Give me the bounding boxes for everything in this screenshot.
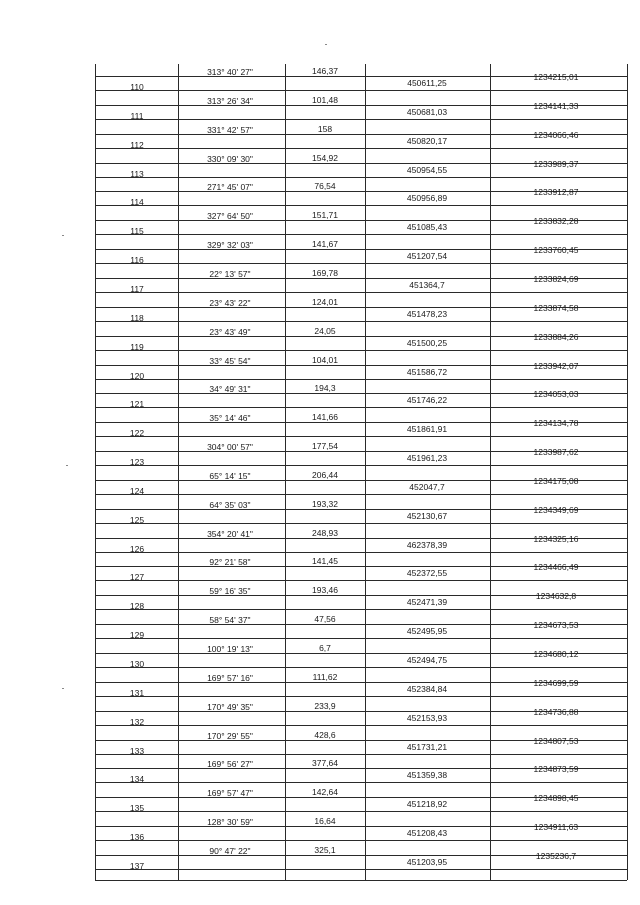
coordinate-x: 451478,23 [406, 308, 448, 319]
coordinate-y: 1234134,78 [533, 418, 579, 429]
coordinate-x: 452372,55 [406, 568, 448, 579]
coordinate-y: 1234736,88 [533, 706, 579, 717]
segment-distance: 193,32 [312, 498, 338, 509]
bearing-angle: 22° 13' 57" [209, 268, 251, 279]
segment-distance: 142,64 [312, 787, 338, 798]
column-border [490, 64, 491, 880]
segment-distance: 24,05 [314, 325, 336, 336]
coordinate-y: 1234673,53 [533, 620, 579, 631]
column-border [95, 64, 96, 880]
coordinate-y: 1234632,8 [535, 591, 577, 602]
bearing-angle: 313° 40' 27" [207, 67, 253, 77]
row-border-lower [95, 292, 627, 293]
row-border-lower [95, 119, 627, 120]
row-border-lower [95, 234, 627, 235]
point-number: 131 [129, 687, 145, 698]
coordinate-y: 1234699,59 [533, 677, 579, 688]
row-border-lower [95, 869, 627, 870]
row-border-lower [95, 350, 627, 351]
bearing-angle: 330° 09' 30" [207, 153, 253, 164]
point-number: 119 [130, 341, 144, 352]
coordinate-y: 1233760,45 [533, 245, 579, 256]
point-number: 114 [130, 197, 144, 208]
row-border-lower [95, 494, 627, 495]
bearing-angle: 128° 30' 59" [207, 817, 253, 828]
coordinate-x: 451731,21 [406, 741, 448, 752]
point-number: 115 [130, 226, 144, 237]
row-border-lower [95, 696, 627, 697]
coordinate-x: 452494,75 [406, 655, 448, 665]
bearing-angle: 58° 54' 37" [209, 615, 251, 626]
point-number: 127 [129, 572, 145, 583]
bearing-angle: 313° 26' 34" [207, 95, 253, 106]
point-number: 117 [130, 283, 144, 294]
point-number: 121 [129, 399, 145, 410]
point-number: 123 [129, 457, 145, 468]
coordinate-x: 450611,25 [407, 78, 447, 88]
coordinate-x: 451208,43 [406, 828, 448, 839]
point-number: 135 [129, 803, 145, 814]
coordinate-y: 1235236,7 [535, 850, 577, 861]
coordinate-y: 1234349,69 [533, 504, 579, 515]
segment-distance: 325,1 [314, 844, 336, 855]
coordinate-y: 1234873,59 [533, 764, 579, 775]
row-border-lower [95, 609, 627, 610]
segment-distance: 146,37 [312, 66, 338, 76]
row-border-lower [95, 177, 627, 178]
scan-speck [325, 44, 327, 45]
coordinate-y: 1234898,45 [533, 793, 579, 804]
bearing-angle: 23° 43' 49" [209, 326, 251, 337]
coordinate-y: 1234466,49 [533, 562, 579, 573]
point-number: 132 [129, 716, 145, 727]
segment-distance: 158 [317, 123, 333, 134]
coordinate-x: 451085,43 [406, 222, 448, 233]
row-border-lower [95, 465, 627, 466]
coordinate-x: 462378,39 [406, 539, 448, 550]
segment-distance: 428,6 [314, 729, 336, 740]
coordinate-x: 451218,92 [406, 799, 448, 810]
row-border-lower [95, 205, 627, 206]
column-border [285, 64, 286, 880]
row-border-lower [95, 811, 627, 812]
scan-speck [62, 235, 64, 236]
coordinate-x: 451746,22 [406, 395, 448, 406]
scan-speck [66, 465, 68, 466]
segment-distance: 206,44 [312, 469, 338, 480]
coordinate-x: 452153,93 [406, 712, 448, 723]
segment-distance: 6,7 [319, 643, 331, 653]
segment-distance: 194,3 [314, 383, 336, 394]
bearing-angle: 169° 57' 16" [207, 672, 253, 683]
coordinate-y: 1233989,37 [533, 158, 579, 169]
row-border-lower [95, 580, 627, 581]
point-number: 128 [129, 601, 145, 612]
segment-distance: 233,9 [314, 700, 336, 711]
bearing-angle: 354° 20' 41" [207, 528, 253, 539]
point-number: 129 [129, 630, 145, 641]
coordinate-y: 1234911,63 [533, 822, 579, 833]
segment-distance: 104,01 [312, 354, 338, 365]
row-border-lower [95, 638, 627, 639]
coordinate-y: 1234175,08 [533, 475, 579, 486]
bearing-angle: 64° 35' 03" [209, 499, 251, 510]
bearing-angle: 169° 56' 27" [207, 759, 253, 770]
bearing-angle: 271° 45' 07" [207, 182, 253, 193]
point-number: 110 [130, 82, 144, 92]
segment-distance: 111,62 [312, 671, 338, 682]
row-border-lower [95, 667, 627, 668]
point-number: 120 [129, 370, 145, 381]
bearing-angle: 65° 14' 15" [209, 470, 251, 481]
bearing-angle: 170° 49' 35" [207, 701, 253, 712]
bearing-angle: 304° 00' 57" [207, 442, 253, 453]
bearing-angle: 23° 43' 22" [209, 297, 251, 308]
coordinate-y: 1234215,01 [533, 72, 579, 82]
point-number: 134 [129, 774, 145, 785]
coordinate-y: 1234680,12 [533, 649, 579, 659]
point-number: 133 [129, 745, 145, 756]
bearing-angle: 329° 32' 03" [207, 240, 253, 251]
segment-distance: 101,48 [312, 94, 338, 105]
point-number: 125 [129, 514, 145, 525]
bearing-angle: 170° 29' 55" [207, 730, 253, 741]
coordinate-x: 451861,91 [406, 424, 448, 435]
point-number: 124 [129, 485, 145, 496]
segment-distance: 141,66 [312, 412, 338, 423]
coordinate-x: 450681,03 [406, 106, 448, 117]
bearing-angle: 327° 64' 50" [207, 211, 253, 222]
bearing-angle: 33° 45' 54" [209, 355, 251, 366]
point-number: 137 [129, 860, 145, 871]
coordinate-x: 452047,7 [409, 481, 445, 492]
coordinate-y: 1234053,03 [533, 389, 579, 400]
point-number: 111 [130, 110, 144, 121]
coordinate-x: 450820,17 [406, 135, 448, 146]
row-border-lower [95, 148, 627, 149]
coordinate-y: 1233987,62 [533, 447, 579, 458]
point-number: 130 [129, 659, 145, 669]
bearing-angle: 331° 42' 57" [207, 124, 253, 135]
row-border-lower [95, 407, 627, 408]
row-border-lower [95, 725, 627, 726]
coordinate-y: 1233912,87 [533, 187, 579, 198]
coordinate-x: 452130,67 [406, 510, 448, 521]
coordinate-x: 451961,23 [406, 453, 448, 464]
segment-distance: 141,45 [312, 556, 338, 567]
coordinate-x: 451359,38 [406, 770, 448, 781]
coordinate-y: 1234066,46 [533, 129, 579, 140]
bearing-angle: 59° 16' 35" [209, 586, 251, 597]
point-number: 112 [130, 139, 144, 150]
row-border-lower [95, 754, 627, 755]
coordinate-x: 451586,72 [406, 366, 448, 377]
coordinate-x: 450954,55 [406, 164, 448, 175]
point-number: 136 [129, 832, 145, 843]
row-border-lower [95, 840, 627, 841]
coordinate-y: 1233824,69 [533, 273, 579, 284]
row-border-lower [95, 379, 627, 380]
segment-distance: 154,92 [312, 152, 338, 163]
row-border-lower [95, 90, 627, 91]
point-number: 113 [130, 168, 144, 179]
bearing-angle: 100° 19' 13" [207, 644, 253, 654]
segment-distance: 177,54 [312, 441, 338, 452]
row-border-lower [95, 523, 627, 524]
row-border-lower [95, 321, 627, 322]
bearing-angle: 35° 14' 46" [209, 413, 251, 424]
bearing-angle: 34° 49' 31" [209, 384, 251, 395]
scan-speck [62, 688, 64, 689]
coordinate-y: 1234807,53 [533, 735, 579, 746]
row-border-lower [95, 436, 627, 437]
segment-distance: 151,71 [312, 210, 338, 221]
point-number: 116 [130, 255, 144, 266]
coordinate-y: 1233942,07 [533, 360, 579, 371]
segment-distance: 16,64 [314, 816, 336, 827]
coordinate-x: 451500,25 [406, 337, 448, 348]
bearing-angle: 169° 57' 47" [207, 788, 253, 799]
coordinate-x: 451207,54 [406, 251, 448, 262]
coordinate-x: 452495,95 [406, 626, 448, 637]
row-border-lower [95, 782, 627, 783]
coordinate-y: 1234325,16 [533, 533, 579, 544]
bearing-angle: 92° 21' 58" [209, 557, 251, 568]
table-bottom-border [95, 880, 627, 881]
segment-distance: 76,54 [314, 181, 336, 192]
column-border [627, 64, 628, 880]
coordinate-y: 1233832,28 [533, 216, 579, 227]
coordinate-x: 452384,84 [406, 683, 448, 694]
coordinate-y: 1233884,26 [533, 331, 579, 342]
coordinate-x: 450956,89 [406, 193, 448, 204]
segment-distance: 193,46 [312, 585, 338, 596]
coordinate-x: 451364,7 [409, 279, 445, 290]
point-number: 122 [129, 428, 145, 439]
point-number: 126 [129, 543, 145, 554]
coordinate-y: 1233874,58 [533, 302, 579, 313]
row-border-lower [95, 552, 627, 553]
column-border [178, 64, 179, 880]
segment-distance: 169,78 [312, 267, 338, 278]
coordinate-x: 451203,95 [406, 856, 448, 867]
segment-distance: 248,93 [312, 527, 338, 538]
row-border-lower [95, 263, 627, 264]
point-number: 118 [130, 312, 144, 323]
segment-distance: 47,56 [314, 614, 336, 625]
bearing-angle: 90° 47' 22" [209, 845, 251, 856]
column-border [365, 64, 366, 880]
segment-distance: 141,67 [312, 239, 338, 250]
coordinate-x: 452471,39 [406, 597, 448, 608]
coordinate-y: 1234141,33 [533, 100, 579, 111]
segment-distance: 377,64 [312, 758, 338, 769]
segment-distance: 124,01 [312, 296, 338, 307]
